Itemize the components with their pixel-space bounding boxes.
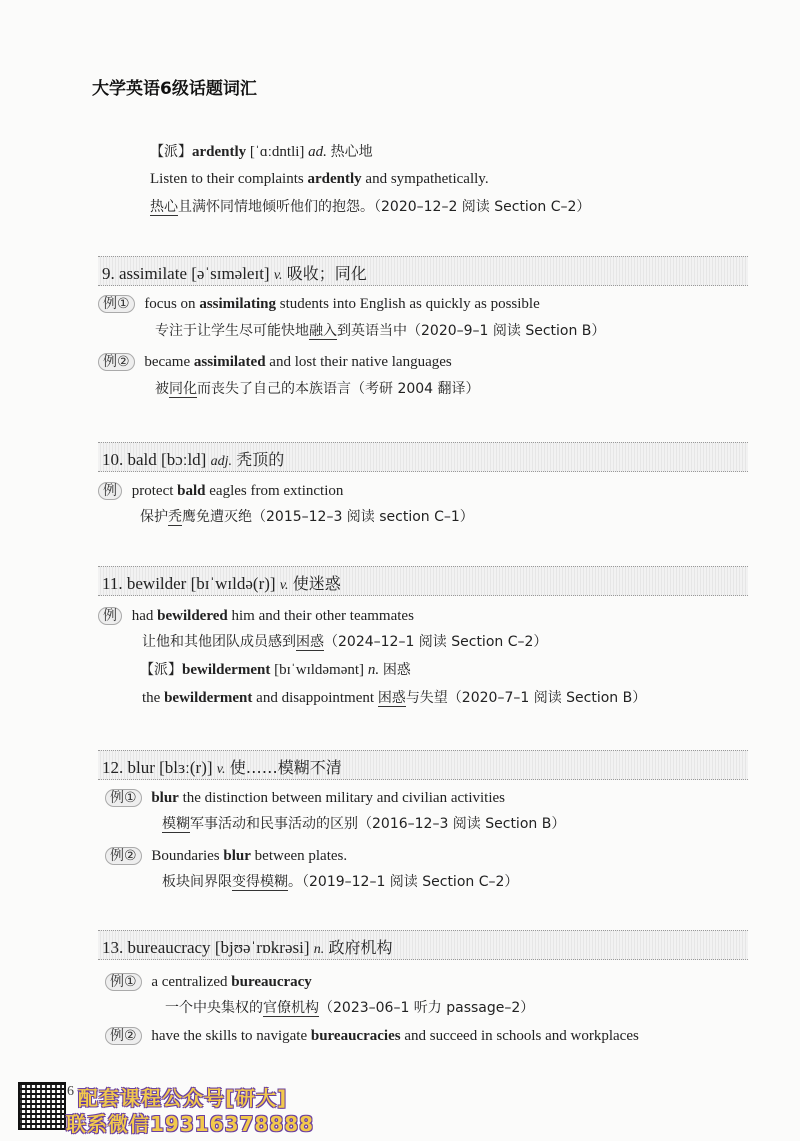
watermark-line-1: 配套课程公众号[研大] xyxy=(78,1086,288,1110)
part-of-speech: v. xyxy=(216,762,226,777)
example-text: the distinction between military and civilian activities xyxy=(178,790,505,806)
example-keyword: bureaucracies xyxy=(310,1028,401,1044)
ipa: [bɔːld] xyxy=(161,450,207,469)
ipa: [ˈɑːdntli] xyxy=(249,144,305,160)
derivative-example xyxy=(142,687,646,707)
example-tag: 例② xyxy=(98,353,135,371)
example xyxy=(98,480,343,500)
example-tag: 例② xyxy=(105,847,142,865)
example-text: a centralized xyxy=(151,974,232,990)
example-text: Boundaries xyxy=(151,848,224,864)
part-of-speech: adj. xyxy=(210,454,232,469)
translation-text: 军事活动和民事活动的区别（2016–12–3 阅读 Section B） xyxy=(190,816,566,832)
example-1-zh xyxy=(162,813,565,833)
ipa: [bjʊəˈrɒkrəsi] xyxy=(214,938,310,957)
example-text: had xyxy=(131,608,158,624)
example-keyword: bewildered xyxy=(157,608,228,624)
example-text: and disappointment xyxy=(252,690,378,706)
ipa: [bɪˈwɪldə(r)] xyxy=(190,574,276,593)
page-number: 6 xyxy=(67,1084,74,1099)
example-text: and succeed in schools and workplaces xyxy=(400,1028,639,1044)
translation-text: 保护 xyxy=(140,509,168,525)
derivative-word: ardently xyxy=(192,144,247,160)
definition-zh: 秃顶的 xyxy=(236,450,285,469)
translation-keyword: 困惑 xyxy=(377,690,406,706)
definition-zh: 政府机构 xyxy=(328,938,393,957)
translation-keyword: 热心 xyxy=(150,199,178,215)
entry-heading-bald xyxy=(98,442,748,472)
entry-heading-assimilate xyxy=(98,256,748,286)
example-text: and lost their native languages xyxy=(265,354,452,370)
example-text: students into English as quickly as possible xyxy=(276,296,540,312)
example-2-zh xyxy=(162,871,518,891)
example-tag: 例 xyxy=(98,482,122,500)
example-2 xyxy=(98,351,452,371)
example-2 xyxy=(105,845,347,865)
example-tag: 例 xyxy=(98,607,122,625)
ipa: [bɪˈwɪldəmənt] xyxy=(274,662,365,678)
translation-keyword: 秃 xyxy=(168,509,182,525)
example-1-zh xyxy=(165,997,534,1017)
example-keyword: assimilated xyxy=(193,354,266,370)
derivative-word: bewilderment xyxy=(182,662,271,678)
example-1 xyxy=(105,787,505,807)
derivative-line xyxy=(150,141,373,161)
translation-text: 而丧失了自己的本族语言（考研 2004 翻译） xyxy=(197,381,480,397)
definition-zh: 使……模糊不清 xyxy=(229,758,342,777)
translation-text: （2023–06–1 听力 passage–2） xyxy=(319,1000,535,1016)
example-2 xyxy=(105,1025,639,1045)
example-text: and sympathetically. xyxy=(361,171,489,187)
definition-zh: 使迷惑 xyxy=(292,574,341,593)
example-tag: 例① xyxy=(98,295,135,313)
example-keyword: assimilating xyxy=(199,296,276,312)
example-keyword: bald xyxy=(177,483,206,499)
example-text: have the skills to navigate xyxy=(151,1028,311,1044)
translation-text: 与失望（2020–7–1 阅读 Section B） xyxy=(405,690,647,706)
definition-zh: 热心地 xyxy=(330,144,373,160)
translation-text: 。（2019–12–1 阅读 Section C–2） xyxy=(288,874,519,890)
example-text: focus on xyxy=(144,296,200,312)
example-keyword: blur xyxy=(151,790,179,806)
translation-keyword: 模糊 xyxy=(162,816,190,832)
example-text: him and their other teammates xyxy=(227,608,414,624)
translation-text: 鹰免遭灭绝（2015–12–3 阅读 section C–1） xyxy=(182,509,474,525)
example-keyword: bewilderment xyxy=(164,690,253,706)
headword: 13. bureaucracy xyxy=(102,938,211,957)
example-2-zh xyxy=(155,378,480,398)
example-text: became xyxy=(144,354,194,370)
running-header: 大学英语6级话题词汇 xyxy=(92,79,257,99)
example-tag: 例① xyxy=(105,973,142,991)
part-of-speech: v. xyxy=(279,578,289,593)
part-of-speech: n. xyxy=(313,942,325,957)
translation-keyword: 困惑 xyxy=(296,634,324,650)
example-text: protect xyxy=(131,483,178,499)
example-tag: 例① xyxy=(105,789,142,807)
example-text: Listen to their complaints xyxy=(150,171,308,187)
ipa: [əˈsɪməleɪt] xyxy=(191,264,270,283)
derivative-tag: 【派】 xyxy=(150,144,192,160)
part-of-speech: v. xyxy=(273,268,283,283)
example-1 xyxy=(105,971,312,991)
example xyxy=(98,605,414,625)
definition-zh: 吸收；同化 xyxy=(286,264,367,283)
translation-text: 到英语当中（2020–9–1 阅读 Section B） xyxy=(337,323,606,339)
example-keyword: bureaucracy xyxy=(231,974,312,990)
example-text: eagles from extinction xyxy=(205,483,344,499)
part-of-speech: n. xyxy=(367,662,380,678)
entry-heading-bureaucracy xyxy=(98,930,748,960)
translation-keyword: 官僚机构 xyxy=(263,1000,319,1016)
translation-keyword: 同化 xyxy=(169,381,197,397)
derivative-tag: 【派】 xyxy=(140,662,182,678)
translation-keyword: 融入 xyxy=(309,323,337,339)
translation-text: 专注于让学生尽可能快地 xyxy=(155,323,309,339)
example-1-zh xyxy=(155,320,605,340)
translation-text: 让他和其他团队成员感到 xyxy=(142,634,296,650)
example-zh xyxy=(150,196,590,216)
example-1 xyxy=(98,293,540,313)
example-text: the xyxy=(142,690,165,706)
ipa: [blɜː(r)] xyxy=(159,758,213,777)
translation-text: 板块间界限 xyxy=(162,874,232,890)
example-zh xyxy=(142,631,547,651)
example-tag: 例② xyxy=(105,1027,142,1045)
headword: 9. assimilate xyxy=(102,264,187,283)
entry-heading-bewilder xyxy=(98,566,748,596)
watermark-line-2: 联系微信19316378888 xyxy=(66,1112,315,1136)
example-zh xyxy=(140,506,474,526)
entry-heading-blur xyxy=(98,750,748,780)
headword: 11. bewilder xyxy=(102,574,187,593)
qr-code-image xyxy=(18,1082,66,1130)
example-keyword: ardently xyxy=(307,171,362,187)
example-en xyxy=(150,171,489,188)
derivative-line xyxy=(140,659,411,679)
headword: 12. blur xyxy=(102,758,155,777)
example-keyword: blur xyxy=(223,848,251,864)
part-of-speech: ad. xyxy=(308,144,327,160)
headword: 10. bald xyxy=(102,450,157,469)
definition-zh: 困惑 xyxy=(382,662,411,678)
translation-text: （2024–12–1 阅读 Section C–2） xyxy=(324,634,548,650)
translation-text: 被 xyxy=(155,381,169,397)
translation-text: 一个中央集权的 xyxy=(165,1000,263,1016)
translation-keyword: 变得模糊 xyxy=(232,874,288,890)
example-text: between plates. xyxy=(250,848,348,864)
translation-text: 且满怀同情地倾听他们的抱怨。（2020–12–2 阅读 Section C–2） xyxy=(178,199,591,215)
